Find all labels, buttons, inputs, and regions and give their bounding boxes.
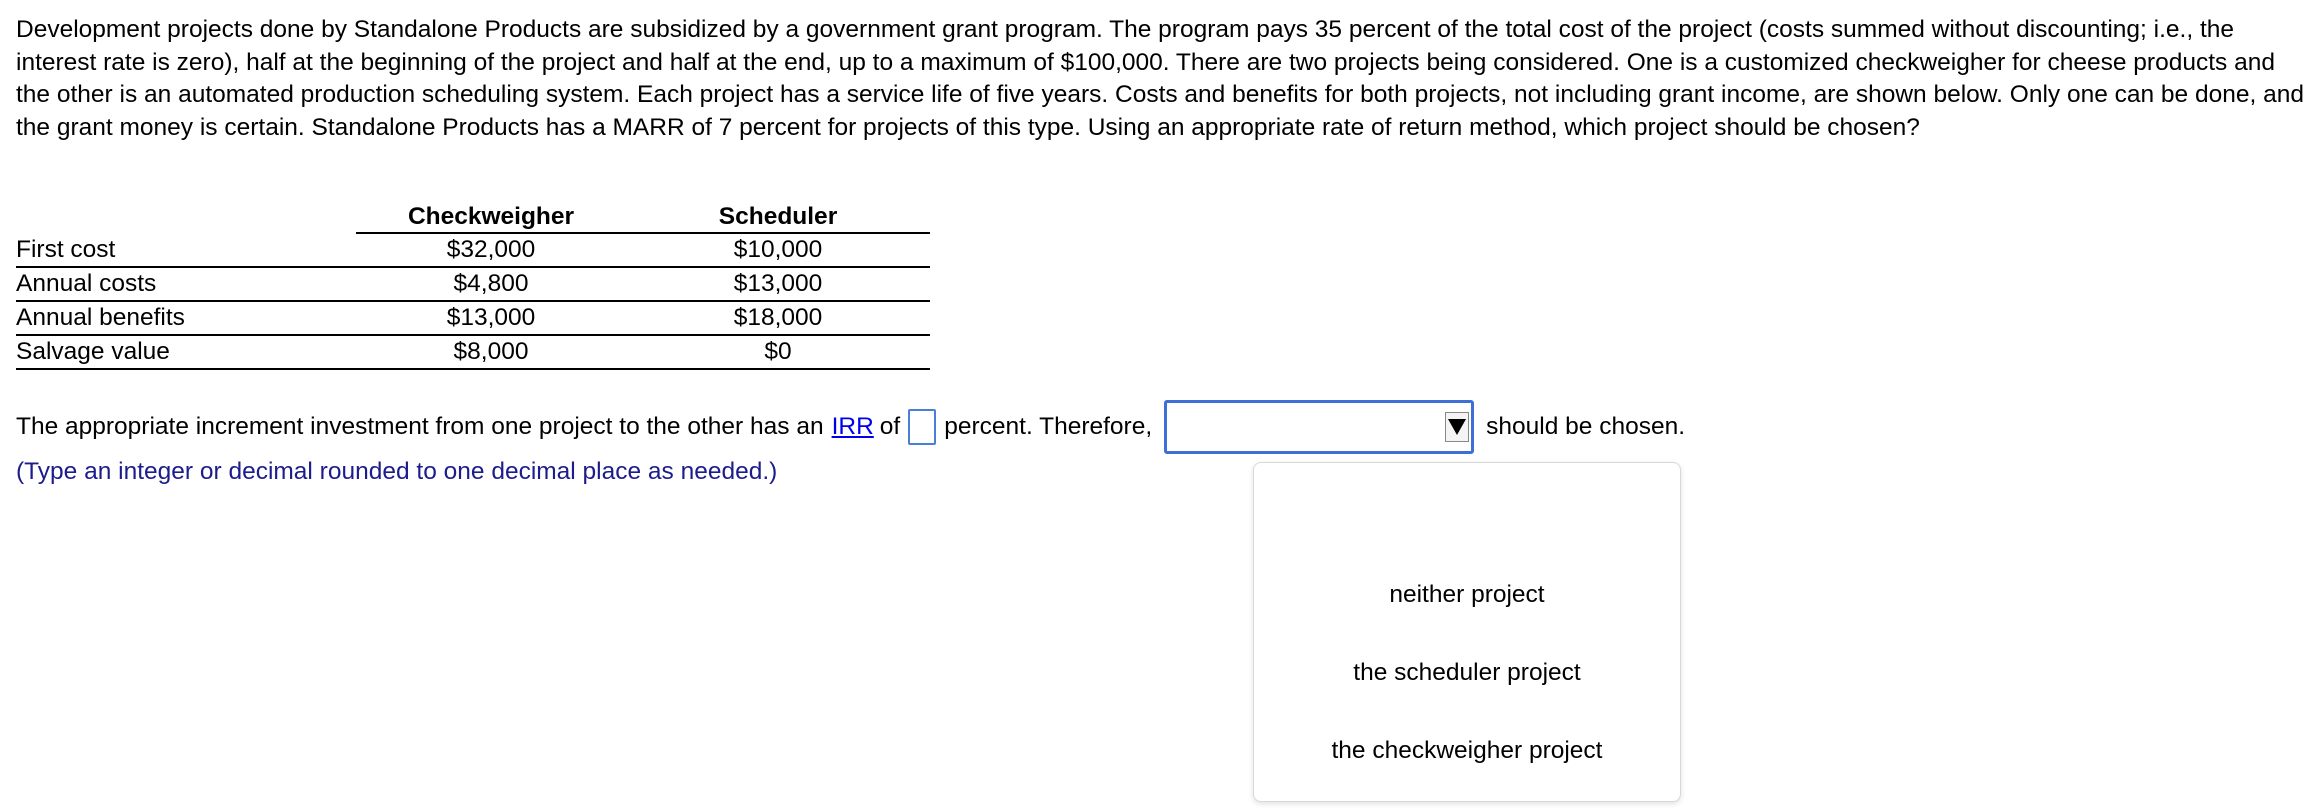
problem-statement: Development projects done by Standalone Products are subsidized by a government grant program. The program pays 35 percent of the total cost of the project (costs summed without discounting; i.e., the interest rate is zero), half at the beginning of the project and half at the end, up to a maximum of $100,000. There are two projects being considered. One is a customized checkweigher for cheese products and the other is an automated production scheduling system. Each project has a service life of five years. Costs and benefits for both projects, not including grant income, are shown below. Only one can be done, and the grant money is certain. Standalone Products has a MARR of 7 percent for projects of this type. Using an appropriate rate of return method, which project should be chosen?: [16, 16, 2304, 141]
checkweigher-value: $13,000: [356, 301, 626, 335]
scheduler-value: $18,000: [626, 301, 930, 335]
table-row: [16, 267, 930, 301]
table-header-blank: [16, 202, 356, 233]
answer-of-text: of: [879, 413, 901, 440]
option-checkweigher-project[interactable]: the checkweigher project: [1331, 737, 1603, 764]
project-dropdown-menu: [1253, 462, 1681, 802]
irr-link[interactable]: IRR: [831, 413, 874, 440]
row-label: Annual costs: [16, 267, 356, 301]
answer-middle: percent. Therefore,: [944, 413, 1153, 440]
project-select[interactable]: [1164, 400, 1474, 454]
table-row: [16, 233, 930, 267]
row-label: First cost: [16, 233, 356, 267]
scheduler-value: $13,000: [626, 267, 930, 301]
scheduler-value: $0: [626, 335, 930, 369]
triangle-down-icon[interactable]: [1445, 412, 1469, 442]
table-header-checkweigher: Checkweigher: [356, 202, 626, 233]
cost-benefit-table: [16, 202, 930, 370]
table-header-scheduler: Scheduler: [626, 202, 930, 233]
table-row: [16, 335, 930, 369]
answer-line: [16, 405, 1685, 449]
row-label: Annual benefits: [16, 301, 356, 335]
irr-input[interactable]: [908, 409, 936, 445]
table-header-row: [16, 202, 930, 233]
input-hint: (Type an integer or decimal rounded to one decimal place as needed.): [16, 458, 778, 485]
checkweigher-value: $4,800: [356, 267, 626, 301]
option-scheduler-project[interactable]: the scheduler project: [1353, 659, 1581, 686]
answer-suffix: should be chosen.: [1486, 413, 1686, 440]
answer-prefix: The appropriate increment investment from one project to the other has an: [16, 413, 824, 440]
scheduler-value: $10,000: [626, 233, 930, 267]
option-neither-project[interactable]: neither project: [1389, 581, 1545, 608]
checkweigher-value: $8,000: [356, 335, 626, 369]
checkweigher-value: $32,000: [356, 233, 626, 267]
row-label: Salvage value: [16, 335, 356, 369]
table-row: [16, 301, 930, 335]
